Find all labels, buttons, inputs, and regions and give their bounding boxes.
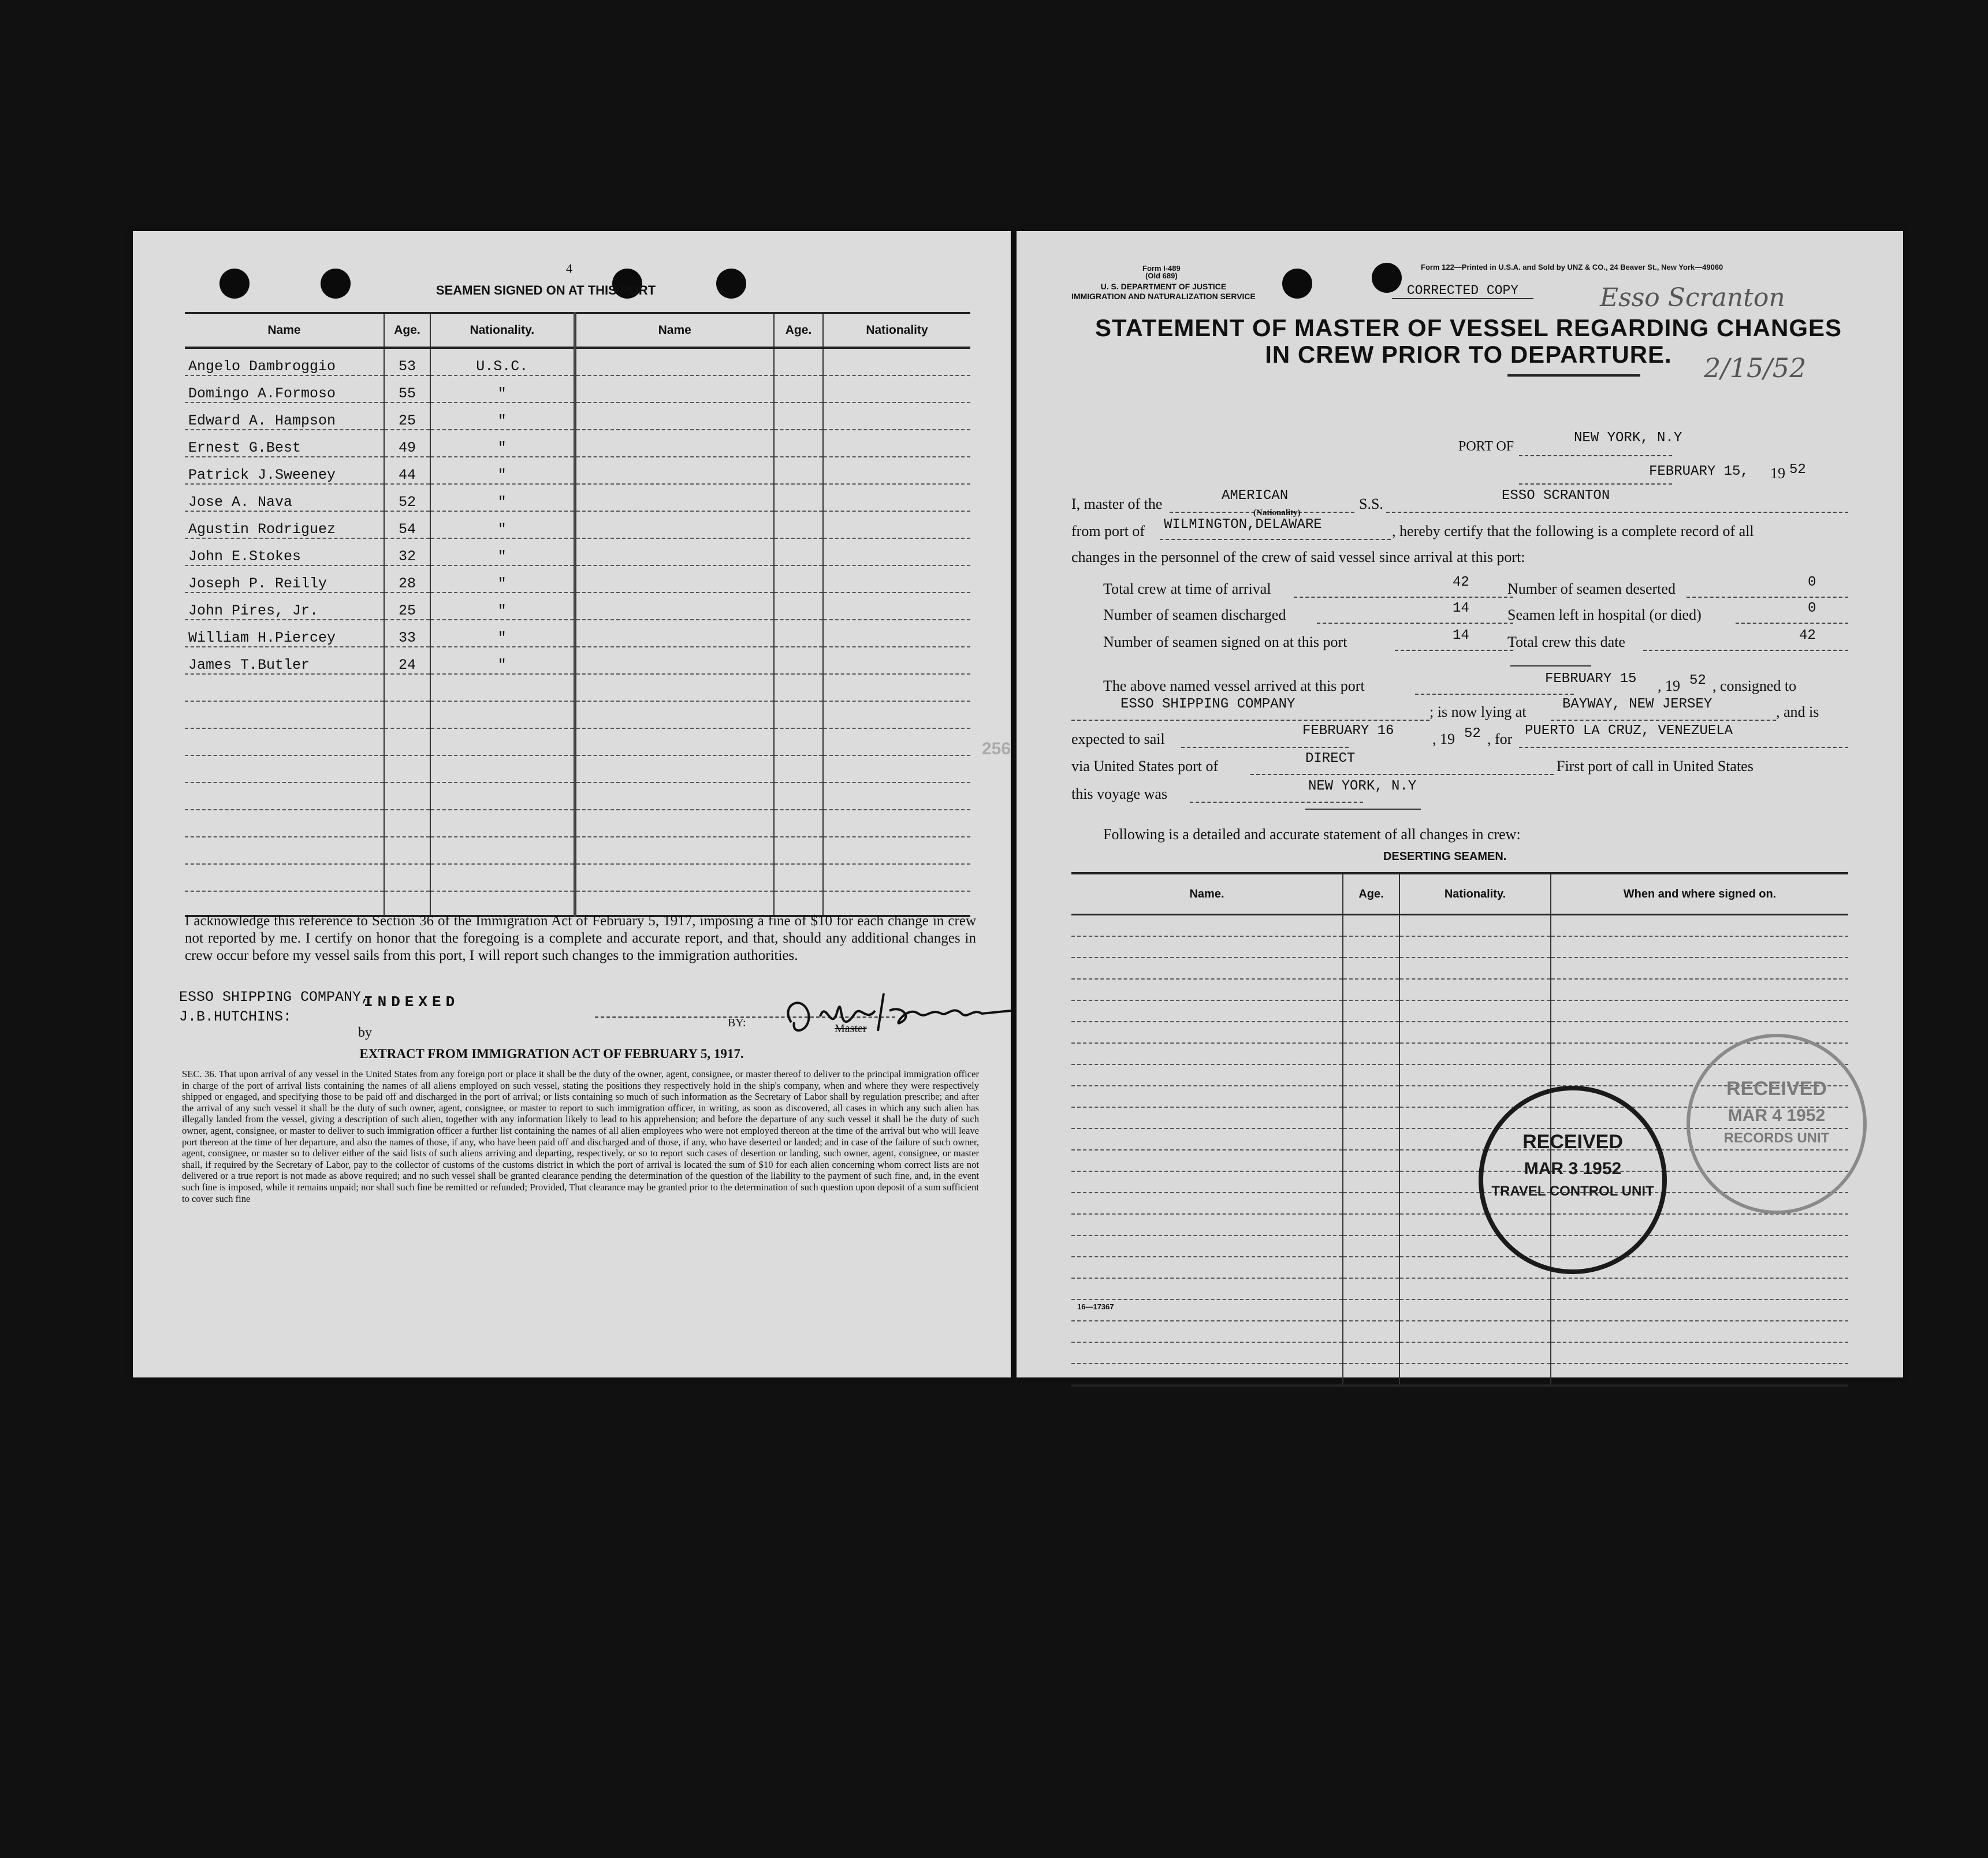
and-is-label: , and is [1776, 703, 1819, 720]
table-row [1071, 979, 1848, 1000]
seaman-nationality: " [430, 538, 575, 565]
arrived-line [1415, 694, 1574, 695]
port-label: PORT OF [1458, 439, 1514, 454]
seaman-nationality: " [430, 647, 575, 674]
total-crew-arrival-label: Total crew at time of arrival [1103, 580, 1271, 597]
col-nationality: Nationality. [430, 313, 575, 348]
hospital-label: Seamen left in hospital (or died) [1507, 606, 1702, 623]
seaman-age: 49 [384, 430, 430, 457]
seaman-age: 44 [384, 457, 430, 484]
form-id-line2: (Old 689) [1145, 271, 1178, 280]
total-crew-date-label: Total crew this date [1507, 634, 1625, 650]
col-name: Name. [1071, 873, 1343, 915]
agent-name: J.B.HUTCHINS: [179, 1008, 292, 1025]
arrived-label: The above named vessel arrived at this port [1103, 677, 1365, 694]
title-line1: STATEMENT OF MASTER OF VESSEL REGARDING CHANGES [1094, 314, 1842, 341]
signed-on-value: 14 [1453, 628, 1469, 643]
table-row [185, 755, 970, 783]
destination-line [1519, 747, 1848, 748]
seaman-name: Joseph P. Reilly [185, 565, 384, 593]
from-port-label: from port of [1071, 523, 1145, 539]
travel-control-stamp [1479, 1086, 1667, 1274]
seaman-nationality: U.S.C. [430, 348, 575, 375]
seaman-age: 28 [384, 565, 430, 593]
col-nationality: Nationality. [1399, 873, 1551, 915]
hospital-value: 0 [1808, 601, 1816, 616]
stamp-date: MAR 4 1952 [1728, 1106, 1826, 1125]
col-age: Age. [384, 313, 430, 348]
seaman-age: 53 [384, 348, 430, 375]
stamp-unit: RECORDS UNIT [1723, 1130, 1830, 1146]
voyage-line [1190, 802, 1363, 803]
total-crew-date-line [1643, 650, 1848, 651]
service-name: IMMIGRATION AND NATURALIZATION SERVICE [1071, 292, 1256, 301]
master-of-label: I, master of the [1071, 496, 1163, 512]
seaman-nationality: " [430, 484, 575, 511]
left-page [133, 231, 1011, 1377]
seaman-nationality: " [430, 620, 575, 647]
table-row [185, 593, 970, 620]
lying-label: ; is now lying at [1429, 703, 1527, 720]
form-number [1142, 265, 1181, 280]
handwritten-vessel: Esso Scranton [1600, 283, 1785, 312]
arrived-year: 52 [1689, 673, 1706, 688]
deserting-title: DESERTING SEAMEN. [1383, 850, 1507, 863]
seaman-age: 25 [384, 403, 430, 430]
seaman-nationality: " [430, 565, 575, 593]
col-age: Age. [1343, 873, 1399, 915]
port-value: NEW YORK, N.Y [1574, 430, 1682, 446]
seaman-name: John E.Stokes [185, 538, 384, 565]
table-row [185, 728, 970, 755]
seaman-nationality: " [430, 403, 575, 430]
discharged-line [1317, 623, 1513, 624]
seaman-name: James T.Butler [185, 647, 384, 674]
ss-label: S.S. [1359, 496, 1383, 512]
stamp-received: RECEIVED [1522, 1131, 1623, 1153]
via-line [1250, 774, 1554, 775]
table-header-row [185, 313, 970, 348]
table-row [1071, 1257, 1848, 1278]
vessel-name: ESSO SCRANTON [1502, 488, 1610, 504]
table-row [185, 864, 970, 891]
table-row [185, 810, 970, 837]
table-row [185, 348, 970, 375]
signed-on-label: Number of seamen signed on at this port [1103, 634, 1347, 650]
seaman-age: 25 [384, 593, 430, 620]
seaman-name: William H.Piercey [185, 620, 384, 647]
voyage-rule [1305, 809, 1421, 810]
consigned-label: , consigned to [1712, 677, 1797, 694]
table-row [185, 620, 970, 647]
date-year: 52 [1789, 462, 1806, 478]
following-text: Following is a detailed and accurate statement of all changes in crew: [1103, 826, 1521, 843]
seaman-name: Ernest G.Best [185, 430, 384, 457]
arrived-year-prefix: , 19 [1658, 677, 1680, 694]
seaman-age: 52 [384, 484, 430, 511]
by-label: BY: [728, 1016, 746, 1029]
table-row [1071, 1000, 1848, 1022]
seaman-nationality: " [430, 593, 575, 620]
table-row [1071, 1278, 1848, 1300]
first-port-label: First port of call in United States [1557, 758, 1754, 775]
signed-on-table [185, 312, 970, 917]
table-row [185, 837, 970, 864]
table-row [185, 538, 970, 565]
table-row [185, 647, 970, 674]
footer-code: 16—17367 [1077, 1302, 1114, 1311]
seaman-name: Edward A. Hampson [185, 403, 384, 430]
signed-on-line [1395, 650, 1513, 651]
seaman-age: 54 [384, 511, 430, 538]
table-row [1071, 1321, 1848, 1342]
seaman-name: Domingo A.Formoso [185, 375, 384, 403]
deserted-value: 0 [1808, 575, 1816, 590]
date-value: FEBRUARY 15, [1649, 464, 1749, 479]
table-row [185, 375, 970, 403]
total-crew-date: 42 [1799, 628, 1816, 643]
expected-label: expected to sail [1071, 731, 1165, 747]
seaman-nationality: " [430, 457, 575, 484]
table-row [185, 430, 970, 457]
stamp-date: MAR 3 1952 [1524, 1159, 1622, 1178]
via-label: via United States port of [1071, 758, 1219, 775]
corrected-copy-label: CORRECTED COPY [1392, 283, 1533, 299]
port-line [1519, 455, 1672, 456]
nationality-caption: (Nationality) [1253, 508, 1301, 517]
dept-name: U. S. DEPARTMENT OF JUSTICE [1100, 282, 1227, 291]
for-label: , for [1487, 731, 1513, 747]
total-crew-arrival-line [1294, 597, 1513, 598]
destination: PUERTO LA CRUZ, VENEZUELA [1525, 723, 1733, 739]
seaman-nationality: " [430, 511, 575, 538]
table-row [185, 701, 970, 728]
margin-number: 256 [982, 739, 1011, 758]
table-row [185, 511, 970, 538]
title-rule [1507, 374, 1640, 377]
seaman-age: 33 [384, 620, 430, 647]
certify-text: , hereby certify that the following is a complete record of all [1392, 523, 1754, 539]
col-nationality-2: Nationality [823, 313, 970, 348]
sail-date: FEBRUARY 16 [1302, 723, 1394, 739]
table-row [185, 674, 970, 701]
lying-at: BAYWAY, NEW JERSEY [1562, 697, 1712, 712]
vessel-line [1386, 512, 1848, 513]
seaman-name: Jose A. Nava [185, 484, 384, 511]
page-number: 4 [566, 261, 572, 275]
seaman-age: 32 [384, 538, 430, 565]
indexed-by-label: by [358, 1025, 372, 1040]
seaman-name: Angelo Dambroggio [185, 348, 384, 375]
handwritten-date: 2/15/52 [1704, 352, 1807, 383]
table-row [185, 403, 970, 430]
discharged-label: Number of seamen discharged [1103, 606, 1286, 623]
right-page [1017, 231, 1903, 1377]
seaman-name: Agustin Rodriguez [185, 511, 384, 538]
table-row [185, 783, 970, 810]
title-line2: IN CREW PRIOR TO DEPARTURE. [1265, 341, 1672, 368]
records-unit-stamp [1687, 1034, 1867, 1214]
section-36-text: SEC. 36. That upon arrival of any vessel in the United States from any foreign port or place it shall be the duty of the owner, agent, consignee, or master thereof to deliver to the principal immigration officer in charge of the port of arrival lists containing the names of all aliens employed on such vessel, stating the positions they respectively hold in the ship's company, when and where they were respectively shipped or engaged, and specifying those to be paid off and discharged in the port of arrival; or lists containing so much of such information as the Secretary of Labor shall by regulation prescribe; and after the arrival of any such vessel it shall be the duty of such owner, agent, consignee, or master to report to such immigration officer, in writing, as soon as discovered, all cases in which any such alien has illegally landed from the vessel, giving a description of such alien, together with any information likely to lead to his apprehension; and before the departure of any such vessel it shall be the duty of such owner, agent, consignee, or master to deliver to such immigration officer a further list containing the names of all alien employees who were not employed thereon at the time of the arrival but who will leave port thereon at the time of her departure, and also the names of those, if any, who have been paid off and discharged and of those, if any, who have deserted or landed; and in case of the failure of such owner, agent, consignee, or master so to deliver either of the said lists of such aliens arriving and departing, respectively, or so to report such cases of desertion or landing, such owner, agent, consignee, or master shall, if required by the Secretary of Labor, pay to the collector of customs of the customs district in which the port of arrival is located the sum of $10 for each alien concerning whom correct lists are not delivered or a true report is not made as above required; and no such vessel shall be granted clearance pending the determination of the question of the liability to the payment of such fine, and, in the event such fine is imposed, while it remains unpaid; nor shall such fine be remitted or refunded; Provided, That clearance may be granted prior to the determination of such question upon deposit of a sum sufficient to cover such fine [182, 1068, 979, 1204]
table-row [185, 484, 970, 511]
from-port-line [1160, 539, 1391, 540]
table-row [1071, 958, 1848, 979]
indexed-stamp: INDEXED [364, 993, 460, 1011]
seaman-age: 24 [384, 647, 430, 674]
table-row [185, 457, 970, 484]
printer-note: Form 122—Printed in U.S.A. and Sold by UNZ & CO., 24 Beaver St., New York—49060 [1421, 263, 1723, 271]
company-block [179, 988, 370, 1027]
total-crew-arrival: 42 [1453, 575, 1469, 590]
company-name: ESSO SHIPPING COMPANY, [179, 989, 370, 1006]
table-row [185, 565, 970, 593]
hospital-line [1736, 623, 1848, 624]
form-title [1051, 315, 1886, 368]
voyage-label: this voyage was [1071, 785, 1168, 802]
consignee: ESSO SHIPPING COMPANY [1120, 697, 1295, 712]
consignee-line [1071, 720, 1429, 721]
table-row [1071, 1300, 1848, 1321]
discharged-value: 14 [1453, 601, 1469, 616]
seaman-nationality: " [430, 430, 575, 457]
col-name-2: Name [575, 313, 774, 348]
table-row [1071, 1235, 1848, 1257]
voyage-value: NEW YORK, N.Y [1308, 779, 1417, 794]
signed-on-title: SEAMEN SIGNED ON AT THIS PORT [435, 283, 656, 297]
seaman-age: 55 [384, 375, 430, 403]
certify-text-2: changes in the personnel of the crew of said vessel since arrival at this port: [1071, 549, 1525, 565]
col-age-2: Age. [774, 313, 823, 348]
table-row [1071, 1364, 1848, 1386]
stamp-received: RECEIVED [1726, 1078, 1827, 1100]
table-row [1071, 1022, 1848, 1043]
deserted-line [1687, 597, 1848, 598]
deserted-label: Number of seamen deserted [1507, 580, 1676, 597]
department-header [1071, 282, 1256, 301]
nationality-value: AMERICAN [1222, 488, 1289, 504]
form-id-line1: Form I-489 [1142, 264, 1181, 273]
col-name: Name [185, 313, 384, 348]
table-row [1071, 936, 1848, 958]
lying-line [1551, 720, 1776, 721]
from-port-value: WILMINGTON,DELAWARE [1164, 517, 1322, 533]
sail-date-line [1181, 747, 1349, 748]
seaman-name: John Pires, Jr. [185, 593, 384, 620]
arrived-date: FEBRUARY 15 [1545, 671, 1637, 687]
table-row [1071, 1214, 1848, 1235]
table-row [1071, 1342, 1848, 1364]
extract-title: EXTRACT FROM IMMIGRATION ACT OF FEBRUARY 5, 1917. [359, 1047, 744, 1061]
seaman-nationality: " [430, 375, 575, 403]
sail-year: 52 [1464, 726, 1481, 742]
stamp-unit: TRAVEL CONTROL UNIT [1491, 1183, 1654, 1199]
seaman-name: Patrick J.Sweeney [185, 457, 384, 484]
date-year-prefix: 19 [1770, 465, 1785, 482]
punch-hole [1282, 269, 1312, 299]
sum-rule [1510, 665, 1591, 667]
via-value: DIRECT [1305, 751, 1356, 766]
col-when-where: When and where signed on. [1551, 873, 1848, 915]
sail-year-prefix: , 19 [1432, 731, 1455, 747]
master-label: Master [835, 1022, 867, 1035]
master-signature [768, 982, 1040, 1051]
table-row [1071, 915, 1848, 937]
acknowledgement-text: I acknowledge this reference to Section 36 of the Immigration Act of February 5, 1917, imposing a fine of $10 for each change in crew not reported by me. I certify on honor that the foregoing is a complete and accurate report, and that, should any additional changes in crew occur before my vessel sails from this port, I will report such changes to the immigration authorities. [185, 913, 976, 963]
date-line [1519, 483, 1672, 485]
table-header-row [1071, 873, 1848, 915]
